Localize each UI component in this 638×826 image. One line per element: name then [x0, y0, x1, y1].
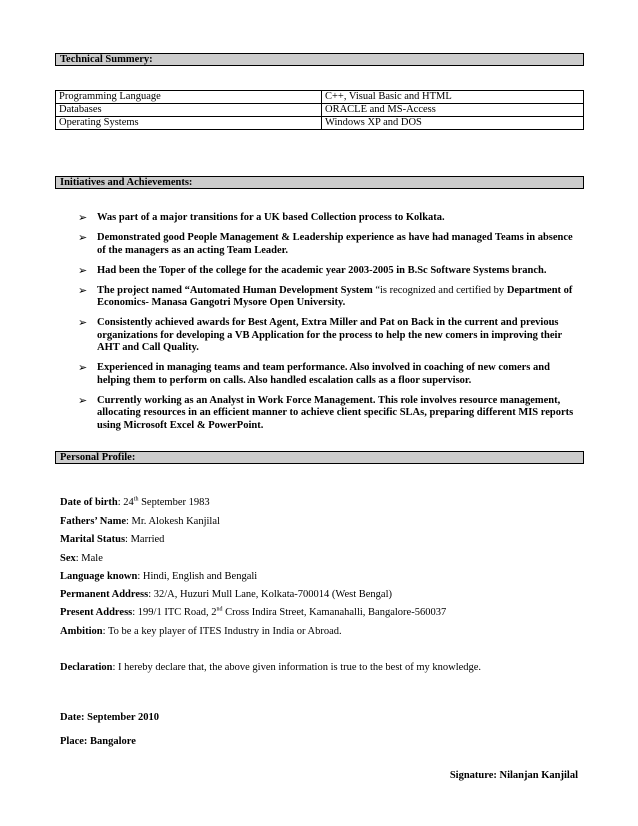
list-item-text: Experienced in managing teams and team performance. Also involved in coaching of new comers and helping them to perform on calls. Also handled escalation calls as a floor supervisor. — [97, 362, 550, 386]
sex-label: Sex — [60, 553, 76, 564]
present-address-line — [60, 607, 446, 619]
arrow-bullet-icon: ➢ — [78, 231, 88, 244]
arrow-bullet-icon: ➢ — [78, 283, 88, 297]
sex-line — [60, 553, 103, 565]
present-address-value-a: : 199/1 ITC Road, 2 — [132, 607, 217, 618]
date-line — [60, 712, 159, 724]
father-value: : Mr. Alokesh Kanjilal — [126, 516, 220, 527]
father-line — [60, 516, 220, 528]
table-cell-label: Databases — [56, 104, 322, 117]
list-item-text-b: “is recognized and certified by — [375, 284, 507, 296]
technical-summary-heading: Technical Summery: — [55, 53, 584, 66]
list-item-text: Consistently achieved awards for Best Agent, Extra Miller and Pat on Back in the current and previous organizations for developing a VB Application for the process to help the new comers in improving their AHT and Call Quality. — [97, 317, 562, 353]
arrow-bullet-icon: ➢ — [78, 316, 88, 329]
declaration-value: : I hereby declare that, the above given information is true to the best of my knowledge. — [112, 662, 482, 673]
list-item-text: Demonstrated good People Management & Leadership experience as have had managed Teams in absence of the managers as an acting Team Leader. — [97, 232, 573, 256]
technical-summary-table — [55, 90, 584, 130]
permanent-address-label: Permanent Address — [60, 589, 149, 600]
list-item — [78, 317, 578, 355]
declaration-label: Declaration — [60, 662, 113, 673]
list-item-text: Was part of a major transitions for a UK based Collection process to Kolkata. — [97, 212, 445, 223]
list-item-text: Currently working as an Analyst in Work Force Management. This role involves resource management, allocating resources in an efficient manner to achieve client specific SLAs, preparing different MIS reports using Microsoft Excel & PowerPoint. — [97, 394, 574, 431]
marital-line — [60, 534, 164, 546]
date-text: Date: September 2010 — [60, 712, 159, 723]
father-label: Fathers’ Name — [60, 516, 126, 527]
table-cell-value: ORACLE and MS-Access — [322, 104, 584, 117]
marital-value: : Married — [125, 534, 165, 545]
initiatives-heading: Initiatives and Achievements: — [55, 176, 584, 189]
list-item — [78, 265, 578, 278]
ambition-value: : To be a key player of ITES Industry in India or Abroad. — [102, 626, 342, 637]
table-row — [56, 117, 584, 130]
arrow-bullet-icon: ➢ — [78, 393, 88, 407]
arrow-bullet-icon: ➢ — [78, 361, 88, 374]
table-row — [56, 91, 584, 104]
achievements-list — [78, 212, 578, 440]
present-address-label: Present Address — [60, 607, 133, 618]
declaration-line — [60, 662, 481, 674]
ambition-label: Ambition — [60, 626, 103, 637]
language-value: : Hindi, English and Bengali — [137, 571, 258, 582]
arrow-bullet-icon: ➢ — [78, 211, 88, 224]
sex-value: : Male — [75, 553, 103, 564]
present-address-suffix: nd — [216, 606, 223, 613]
ambition-line — [60, 626, 342, 638]
permanent-address-value: : 32/A, Huzuri Mull Lane, Kolkata-700014 (West Bengal) — [148, 589, 392, 600]
dob-day: : 24 — [117, 497, 134, 508]
list-item-text: Had been the Toper of the college for the academic year 2003-2005 in B.Sc Software Systems branch. — [97, 264, 547, 276]
place-text: Place: Bangalore — [60, 736, 136, 747]
marital-label: Marital Status — [60, 534, 126, 545]
present-address-value-b: Cross Indira Street, Kamanahalli, Bangalore-560037 — [222, 607, 447, 618]
personal-profile-heading: Personal Profile: — [55, 451, 584, 464]
list-item-text-a: The project named “Automated Human Development System — [97, 284, 376, 296]
dob-label: Date of birth — [60, 497, 118, 508]
list-item — [78, 362, 578, 387]
signature: Signature: Nilanjan Kanjilal — [449, 770, 578, 781]
table-row — [56, 104, 584, 117]
table-cell-value: Windows XP and DOS — [322, 117, 584, 130]
dob-rest: September 1983 — [138, 497, 210, 508]
table-cell-label: Operating Systems — [56, 117, 322, 130]
arrow-bullet-icon: ➢ — [78, 263, 88, 277]
language-label: Language known — [60, 571, 138, 582]
table-cell-label: Programming Language — [56, 91, 322, 104]
list-item — [78, 212, 578, 225]
dob-line — [60, 497, 210, 509]
dob-suffix: th — [133, 496, 139, 503]
place-line — [60, 736, 136, 748]
permanent-address-line — [60, 589, 392, 601]
table-cell-value: C++, Visual Basic and HTML — [322, 91, 584, 104]
list-item-text-c: Department of Economics- Manasa Gangotri Mysore Open University. — [97, 284, 573, 308]
list-item — [78, 285, 578, 310]
language-line — [60, 571, 257, 583]
list-item — [78, 395, 578, 433]
list-item — [78, 232, 578, 257]
